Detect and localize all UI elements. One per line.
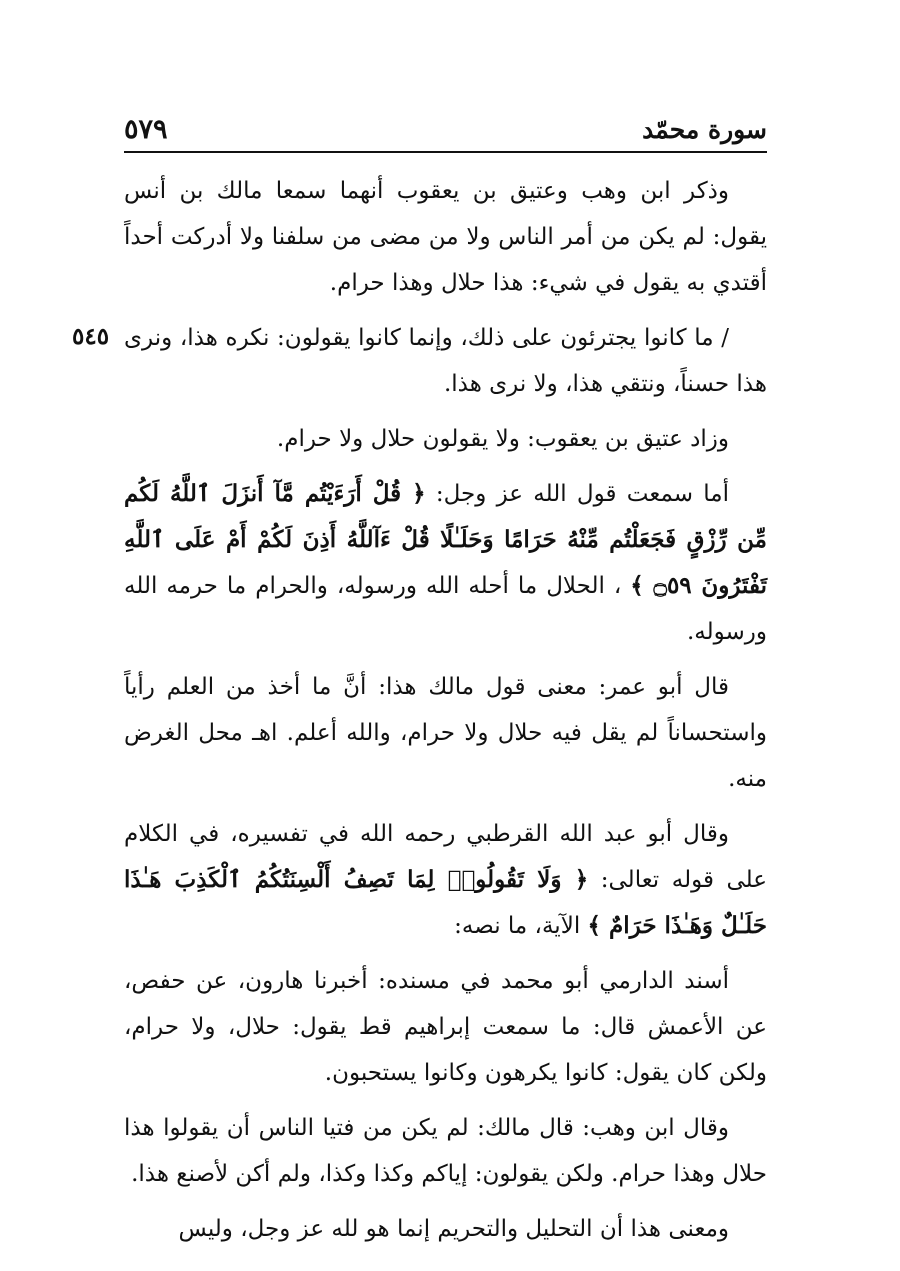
paragraph: وزاد عتيق بن يعقوب: ولا يقولون حلال ولا حرام. — [276, 426, 729, 452]
quran-verse: ﴿ قُلْ أَرَءَيْتُم مَّآ أَنزَلَ ٱللَّهُ لَكُم مِّن رِّزْقٍ فَجَعَلْتُم مِّنْهُ حَرَامًا وَحَلَـٰلًا قُلْ ءَآللَّهُ أَذِنَ لَكُمْ أَمْ عَلَى ٱللَّهِ تَفْتَرُونَ ۝٥٩ ﴾ — [124, 480, 768, 599]
paragraph: ومعنى هذا أن التحليل والتحريم إنما هو لله عز وجل، وليس — [178, 1216, 729, 1242]
paragraph-text: الآية، ما نصه: — [454, 913, 588, 939]
paragraph: أسند الدارمي أبو محمد في مسنده: أخبرنا هارون، عن حفص، عن الأعمش قال: ما سمعت إبراهيم قط يقول: حلال، ولا حرام، ولكن كان يقول: كانوا يكرهون وكانوا يستحبون. — [124, 968, 767, 1086]
chapter-title: سورة محمّد — [642, 115, 767, 144]
paragraph-text: ، الحلال ما أحله الله ورسوله، والحرام ما حرمه الله ورسوله. — [124, 573, 767, 645]
paragraph: وقال ابن وهب: قال مالك: لم يكن من فتيا الناس أن يقولوا هذا حلال وهذا حرام. ولكن يقولون: إياكم وكذا وكذا، ولم أكن لأصنع هذا. — [124, 1115, 767, 1187]
page-header — [124, 112, 767, 152]
paragraph: قال أبو عمر: معنى قول مالك هذا: أنَّ ما أخذ من العلم رأياً واستحساناً لم يقل فيه حلال ولا حرام، والله أعلم. اهـ محل الغرض منه. — [124, 674, 767, 792]
page-number: ٥٧٩ — [124, 114, 168, 145]
paragraph-text: أما سمعت قول الله عز وجل: — [425, 481, 729, 507]
quran-verse: ﴿ وَلَا تَقُولُوا۟ لِمَا تَصِفُ أَلْسِنَتُكُمُ ٱلْكَذِبَ هَـٰذَا حَلَـٰلٌ وَهَـٰذَا حَرَامٌ ﴾ — [124, 866, 767, 939]
paragraph-text: وقال أبو عبد الله القرطبي رحمه الله في تفسيره، في الكلام على قوله تعالى: — [124, 821, 767, 893]
paragraph-with-verse — [124, 811, 767, 949]
header-divider — [124, 151, 767, 153]
paragraph-with-verse — [124, 471, 767, 655]
body-text — [124, 168, 767, 1261]
paragraph: وذكر ابن وهب وعتيق بن يعقوب أنهما سمعا مالك بن أنس يقول: لم يكن من أمر الناس ولا من مضى من سلفنا ولا أدركت أحداً أقتدي به يقول في شيء: هذا حلال وهذا حرام. — [124, 178, 767, 296]
paragraph: / ما كانوا يجترئون على ذلك، وإنما كانوا يقولون: نكره هذا، ونرى هذا حسناً، ونتقي هذا، ولا نرى هذا. — [124, 325, 767, 397]
margin-page-marker: ٥٤٥ — [72, 323, 110, 350]
